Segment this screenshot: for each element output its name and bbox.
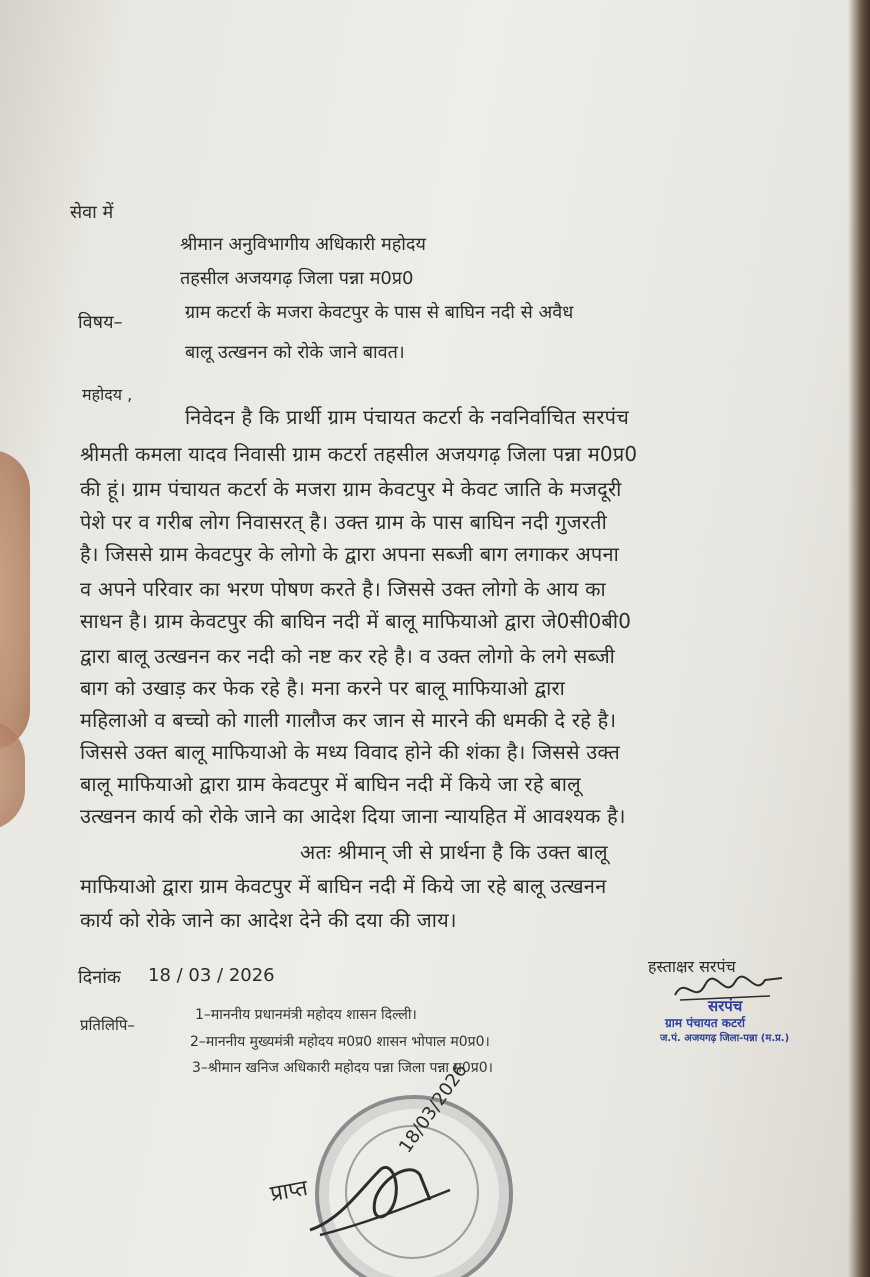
body-line: अतः श्रीमान् जी से प्रार्थना है कि उक्त बालू xyxy=(300,840,608,864)
body-line: महिलाओ व बच्चो को गाली गालौज कर जान से मारने की धमकी दे रहे है। xyxy=(80,708,617,732)
body-line: व अपने परिवार का भरण पोषण करते है। जिससे उक्त लोगो के आय का xyxy=(80,577,606,601)
subject-label: विषय– xyxy=(78,312,123,333)
received-note: प्राप्त xyxy=(268,1175,310,1208)
body-line: जिससे उक्त बालू माफियाओ के मध्य विवाद होने की शंका है। जिससे उक्त xyxy=(80,740,620,764)
page-edge xyxy=(848,0,870,1277)
subject-line-2: बालू उत्खनन को रोके जाने बावत। xyxy=(185,342,405,363)
addressee-line-1: श्रीमान अनुविभागीय अधिकारी महोदय xyxy=(180,234,426,255)
body-line: उत्खनन कार्य को रोके जाने का आदेश दिया जाना न्यायहित में आवश्यक है। xyxy=(80,804,626,828)
signature-label: हस्ताक्षर सरपंच xyxy=(648,957,736,976)
date-value: 18 / 03 / 2026 xyxy=(148,965,275,986)
salutation-to: सेवा में xyxy=(70,202,114,223)
body-line: निवेदन है कि प्रार्थी ग्राम पंचायत कटर्रा के नवनिर्वाचित सरपंच xyxy=(185,405,630,429)
copy-label: प्रतिलिपि– xyxy=(80,1016,135,1034)
stamp-line-2: ज.पं. अजयगढ़ जिला-पन्ना (म.प्र.) xyxy=(660,1033,790,1044)
addressee-line-2: तहसील अजयगढ़ जिला पन्ना म0प्र0 xyxy=(180,268,414,289)
body-line: श्रीमती कमला यादव निवासी ग्राम कटर्रा तहसील अजयगढ़ जिला पन्ना म0प्र0 xyxy=(80,442,638,466)
copy-item: 2–माननीय मुख्यमंत्री महोदय म0प्र0 शासन भोपाल म0प्र0। xyxy=(190,1034,490,1050)
body-line: माफियाओ द्वारा ग्राम केवटपुर में बाघिन नदी में किये जा रहे बालू उत्खनन xyxy=(80,874,607,898)
received-date: 18/03/2026 xyxy=(395,1060,472,1158)
body-line: द्वारा बालू उत्खनन कर नदी को नष्ट कर रहे है। व उक्त लोगो के लगे सब्जी xyxy=(80,644,616,668)
thumb-shadow xyxy=(0,450,30,750)
finger-shadow xyxy=(0,720,25,830)
greeting: महोदय , xyxy=(82,385,133,404)
stamp-title: सरपंच xyxy=(708,997,743,1015)
stamp-line-1: ग्राम पंचायत कटर्रा xyxy=(665,1016,746,1030)
body-line: साधन है। ग्राम केवटपुर की बाघिन नदी में बालू माफियाओ द्वारा जे0सी0बी0 xyxy=(80,609,632,633)
body-line: पेशे पर व गरीब लोग निवासरत् है। उक्त ग्राम के पास बाघिन नदी गुजरती xyxy=(80,510,607,534)
subject-line-1: ग्राम कटर्रा के मजरा केवटपुर के पास से बाघिन नदी से अवैध xyxy=(185,302,574,323)
copy-item: 1–माननीय प्रधानमंत्री महोदय शासन दिल्ली। xyxy=(195,1007,417,1023)
body-line: बालू माफियाओ द्वारा ग्राम केवटपुर में बाघिन नदी में किये जा रहे बालू xyxy=(80,772,581,796)
date-label: दिनांक xyxy=(78,967,121,988)
copy-item: 3–श्रीमान खनिज अधिकारी महोदय पन्ना जिला पन्ना म0प्र0। xyxy=(192,1060,493,1076)
body-line: कार्य को रोके जाने का आदेश देने की दया की जाय। xyxy=(80,908,457,932)
body-line: की हूं। ग्राम पंचायत कटर्रा के मजरा ग्राम केवटपुर मे केवट जाति के मजदूरी xyxy=(80,477,622,501)
body-line: है। जिससे ग्राम केवटपुर के लोगो के द्वारा अपना सब्जी बाग लगाकर अपना xyxy=(80,542,619,566)
body-line: बाग को उखाड़ कर फेक रहे है। मना करने पर बालू माफियाओ द्वारा xyxy=(80,676,566,700)
